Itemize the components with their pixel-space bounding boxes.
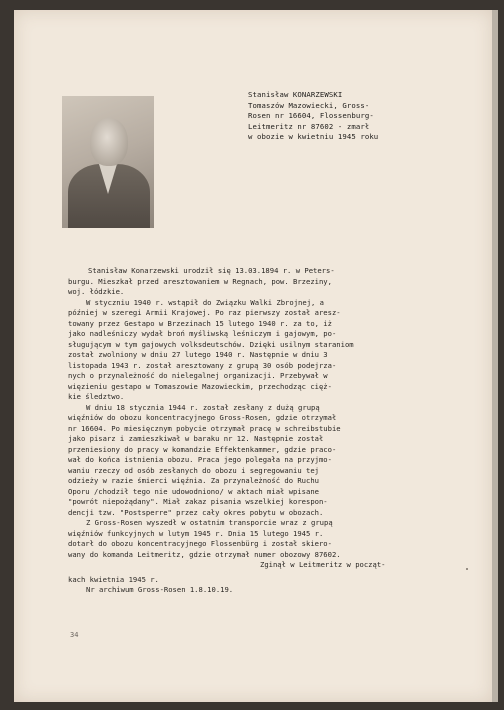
bio-line: odzieży w razie śmierci więźnia. Za przynależność do Ruchu <box>68 476 319 485</box>
bio-line: dotarł do obozu koncentracyjnego Flossenbürg i został skiero- <box>68 539 332 548</box>
bio-line: więzieniu gestapo w Tomaszowie Mazowieckim, przechodząc cięż- <box>68 381 332 391</box>
portrait-photo <box>62 96 154 228</box>
header-line: w obozie w kwietniu 1945 roku <box>248 132 379 142</box>
bio-line: W dniu 18 stycznia 1944 r. został zesłany z dużą grupą <box>86 402 320 412</box>
bio-line: nych o przynależność do nielegalnej organizacji. Przebywał w <box>68 371 328 380</box>
bio-line: towany przez Gestapo w Brzezinach 15 lutego 1940 r. za to, iż <box>68 318 332 328</box>
portrait-head <box>90 118 128 166</box>
bio-line: sługującym w tym gajowych volksdeutschów. Dzięki usilnym staraniom <box>68 339 354 349</box>
bio-line: więźniów funkcyjnych w lutym 1945 r. Dnia 15 lutego 1945 r. <box>68 528 324 538</box>
bio-line: jako pisarz i zamieszkiwał w baraku nr 12. Następnie został <box>68 434 324 443</box>
bio-line: został zwolniony w dniu 27 lutego 1940 r. Następnie w dniu 3 <box>68 350 328 359</box>
bio-line: Z Gross-Rosen wyszedł w ostatnim transporcie wraz z grupą <box>86 518 333 527</box>
header-line: Tomaszów Mazowiecki, Gross- <box>248 100 370 110</box>
page-number: 34 <box>70 631 79 639</box>
header-line: Rosen nr 16604, Flossenburg- <box>248 111 374 121</box>
bio-line: później w szeregi Armii Krajowej. Po raz pierwszy został aresz- <box>68 308 341 317</box>
bio-line: Stanisław Konarzewski urodził się 13.03.1894 r. w Peters- <box>88 266 335 275</box>
bio-line: jako nadleśniczy wydał broń myśliwską leśniczym i gajowym, po- <box>68 329 337 338</box>
paper-speck <box>466 568 468 570</box>
bio-line: listopada 1943 r. został aresztowany z grupą 30 osób podejrza- <box>68 360 337 370</box>
bio-line: wał do końca istnienia obozu. Praca jego polegała na przyjmo- <box>68 455 332 464</box>
bio-line: burgu. Mieszkał przed aresztowaniem w Regnach, pow. Brzeziny, <box>68 276 332 286</box>
bio-line: nr 16604. Po miesięcznym pobycie otrzymał pracę w schreibstubie <box>68 423 341 433</box>
biography-text <box>68 266 408 596</box>
header-line: Stanisław KONARZEWSKI <box>248 90 343 99</box>
bio-line: Oporu /chodził tego nie udowodniono/ w aktach miał wpisane <box>68 486 319 496</box>
bio-line: przeniesiony do pracy w komandzie Effektenkammer, gdzie praco- <box>68 444 337 454</box>
bio-line: waniu rzeczy od osób zesłanych do obozu i segregowaniu tej <box>68 465 319 475</box>
person-header <box>248 90 468 143</box>
bio-line: wany do komanda Leitmeritz, gdzie otrzymał numer obozowy 87602. <box>68 549 341 559</box>
bio-line: dencji tzw. "Postsperre" przez cały okres pobytu w obozach. <box>68 507 324 517</box>
page-right-edge <box>492 10 498 702</box>
bio-line: Nr archiwum Gross-Rosen 1.8.10.19. <box>86 585 234 594</box>
bio-line: więźniów do obozu koncentracyjnego Gross-Rosen, gdzie otrzymał <box>68 413 337 422</box>
bio-line: woj. łódzkie. <box>68 287 125 296</box>
header-line: Leitmeritz nr 87602 - zmarł <box>248 121 370 131</box>
bio-line: kach kwietnia 1945 r. <box>68 574 159 584</box>
bio-line: kie śledztwo. <box>68 392 125 401</box>
bio-line: "powrót niepożądany". Miał zakaz pisania wszelkiej korespon- <box>68 497 328 506</box>
bio-line: Zginął w Leitmeritz w począt- <box>260 560 386 569</box>
bio-line: W styczniu 1940 r. wstąpił do Związku Walki Zbrojnej, a <box>86 297 324 307</box>
